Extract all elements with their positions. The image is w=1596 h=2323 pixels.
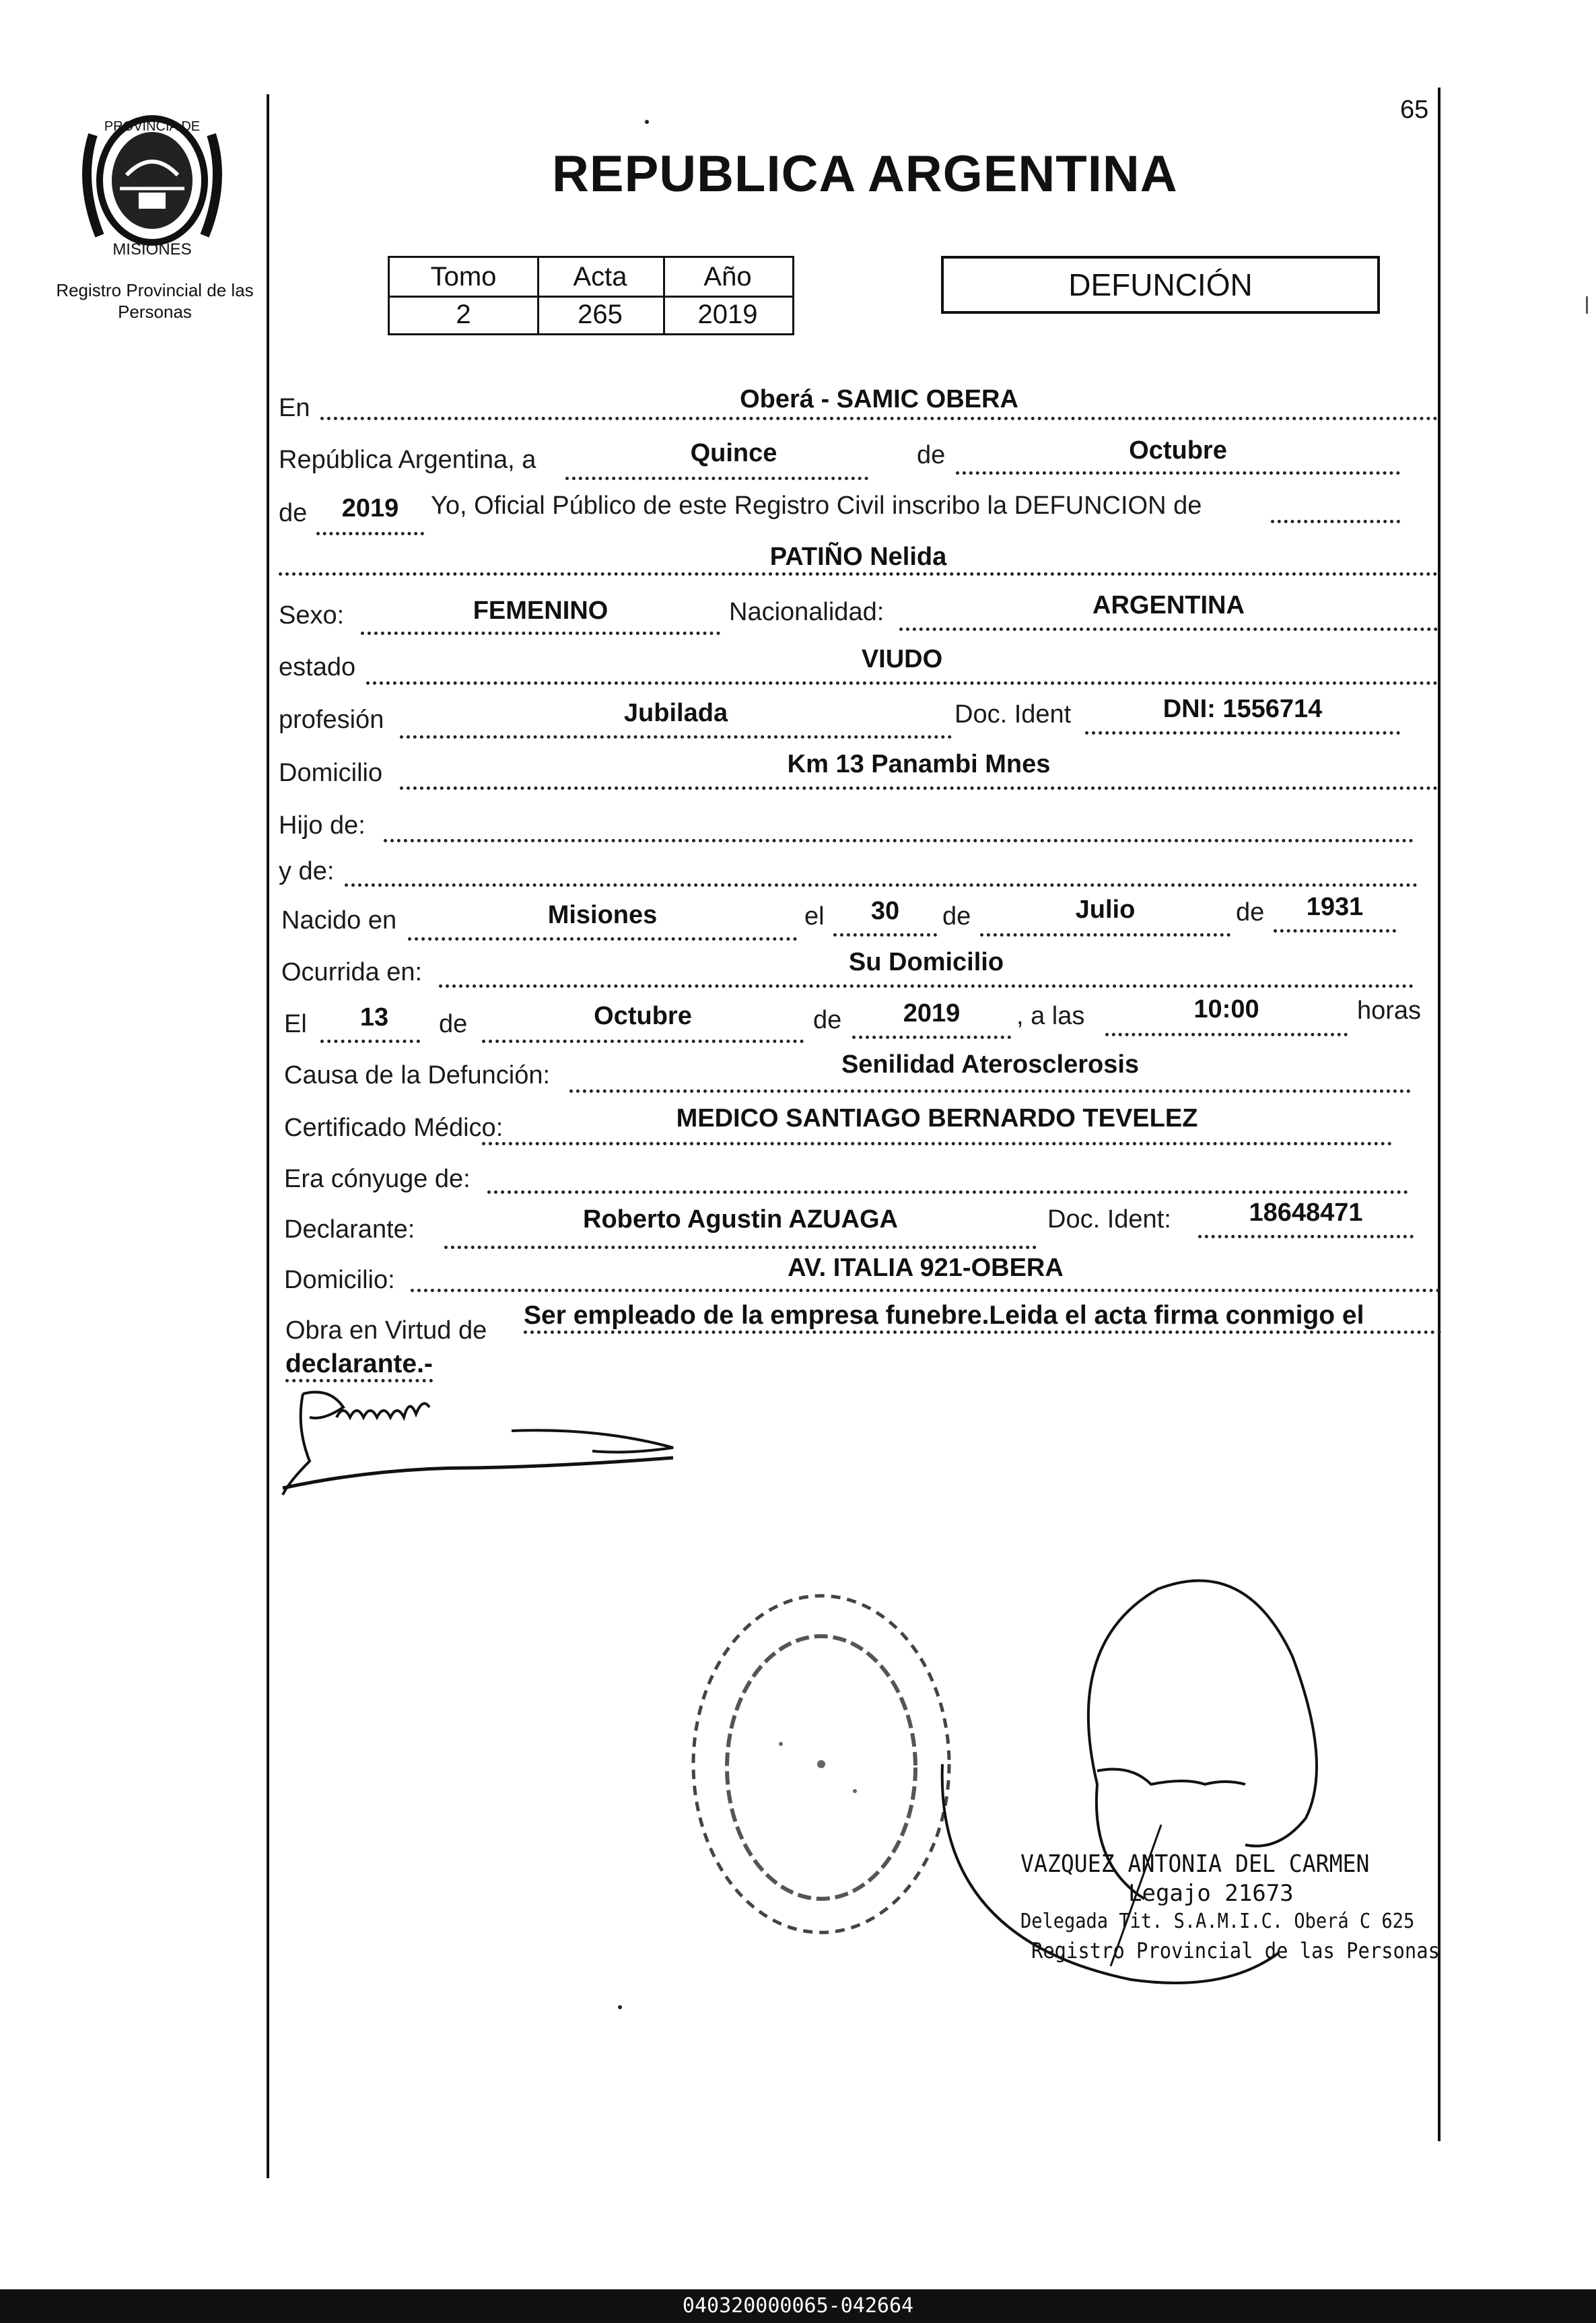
ano-header: Año [703, 261, 752, 292]
cause-of-death: Senilidad Aterosclerosis [841, 1050, 1140, 1079]
left-margin-line [267, 94, 269, 2178]
declarant-name: Roberto Agustin AZUAGA [583, 1205, 898, 1234]
death-place: Su Domicilio [848, 948, 1004, 976]
death-month: Octubre [594, 1002, 692, 1030]
document-title: REPUBLICA ARGENTINA [552, 145, 1178, 203]
declarant-document: 18648471 [1249, 1199, 1363, 1227]
declarant-signature [276, 1380, 680, 1502]
deceased-name: PATIÑO Nelida [769, 543, 947, 571]
record-type-box: DEFUNCIÓN [941, 256, 1380, 314]
declarant-address: AV. ITALIA 921-OBERA [788, 1254, 1064, 1282]
reason-text-continued: declarante.- [285, 1349, 433, 1382]
registration-year: 2019 [341, 494, 399, 523]
republica-label: República Argentina, a [279, 446, 536, 474]
footer-code: 040320000065-042664 [682, 2294, 914, 2318]
province-seal [73, 108, 232, 263]
birth-year: 1931 [1306, 893, 1364, 921]
official-stamp-office: Registro Provincial de las Personas [1031, 1938, 1440, 1963]
tomo-header: Tomo [430, 261, 497, 292]
registration-day: Quince [690, 439, 777, 467]
death-time: 10:00 [1193, 995, 1259, 1023]
page-number: 65 [1400, 96, 1429, 124]
death-year: 2019 [903, 999, 961, 1028]
document-id: DNI: 1556714 [1163, 695, 1323, 723]
death-day: 13 [359, 1003, 389, 1032]
address-value: Km 13 Panambi Mnes [787, 750, 1051, 778]
registry-name: Registro Provincial de las Personas [56, 280, 254, 322]
svg-text:PROVINCIA DE: PROVINCIA DE [104, 119, 201, 134]
official-round-stamp [680, 1582, 963, 1946]
acta-value: 265 [578, 299, 623, 329]
statement-text: Yo, Oficial Público de este Registro Civil inscribo la DEFUNCION de [431, 492, 1202, 520]
registration-month: Octubre [1129, 436, 1227, 465]
official-stamp-position: Delegada Tit. S.A.M.I.C. Oberá C 625 [1020, 1910, 1415, 1933]
acta-header: Acta [573, 261, 627, 292]
svg-text:MISIONES: MISIONES [112, 240, 192, 259]
birth-day: 30 [870, 897, 900, 925]
official-stamp-legajo: Legajo 21673 [1128, 1880, 1294, 1907]
profession-value: Jubilada [623, 699, 728, 727]
sex-value: FEMENINO [473, 597, 609, 625]
misiones-seal-icon [73, 108, 232, 263]
right-margin-line [1438, 88, 1441, 2141]
medical-certificate: MEDICO SANTIAGO BERNARDO TEVELEZ [676, 1104, 1198, 1133]
en-label: En [279, 394, 310, 422]
marital-status: VIUDO [861, 645, 943, 673]
reason-text: Ser empleado de la empresa funebre.Leida el acta firma conmigo el [524, 1301, 1442, 1334]
tomo-value: 2 [456, 299, 471, 329]
official-stamp-name: VAZQUEZ ANTONIA DEL CARMEN [1020, 1850, 1370, 1878]
place-of-registration: Oberá - SAMIC OBERA [740, 385, 1018, 413]
birth-month: Julio [1075, 896, 1136, 924]
birth-place: Misiones [547, 901, 658, 929]
nationality-value: ARGENTINA [1092, 591, 1245, 619]
record-table [388, 256, 794, 335]
ano-value: 2019 [697, 299, 758, 329]
